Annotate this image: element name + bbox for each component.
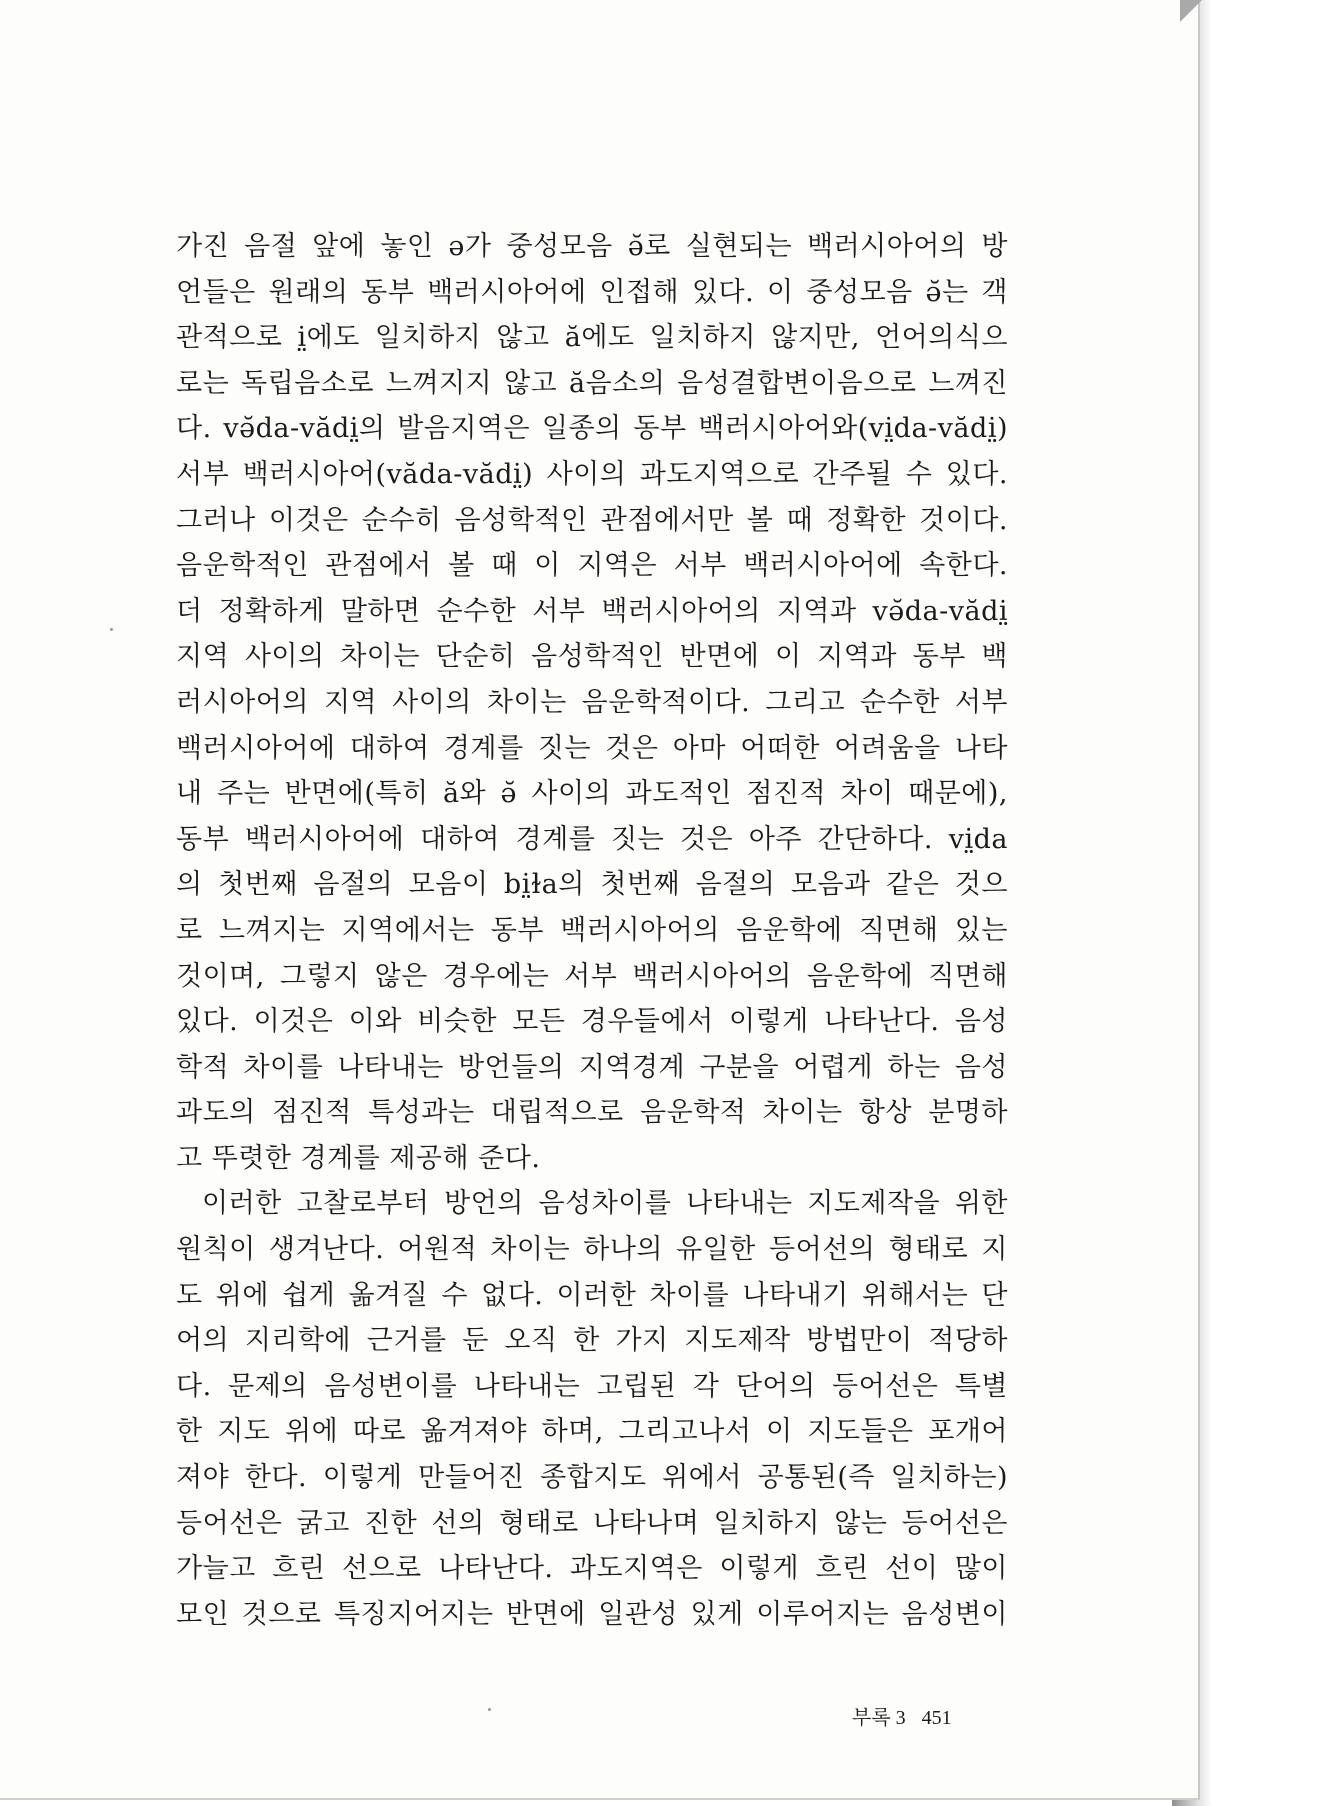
text-line: 다. vǝ̆da-vădi̤의 발음지역은 일종의 동부 백러시아어와(vi̤da-vădi̤) bbox=[176, 413, 1008, 445]
text-line: 학적 차이를 나타내는 방언들의 지역경계 구분을 어렵게 하는 음성 bbox=[176, 1051, 1008, 1083]
text-line: 더 정확하게 말하면 순수한 서부 백러시아어의 지역과 vǝ̆da-vădi̤ bbox=[176, 595, 1008, 627]
scan-speck bbox=[488, 1708, 491, 1711]
text-line: 어의 지리학에 근거를 둔 오직 한 가지 지도제작 방법만이 적당하 bbox=[176, 1325, 1008, 1357]
text-line: 있다. 이것은 이와 비슷한 모든 경우들에서 이렇게 나타난다. 음성 bbox=[176, 1006, 1008, 1038]
text-line: 지역 사이의 차이는 단순히 음성학적인 반면에 이 지역과 동부 백 bbox=[176, 641, 1008, 673]
text-line: 과도의 점진적 특성과는 대립적으로 음운학적 차이는 항상 분명하 bbox=[176, 1097, 1008, 1129]
text-line: 러시아어의 지역 사이의 차이는 음운학적이다. 그리고 순수한 서부 bbox=[176, 686, 1008, 718]
text-line: 가늘고 흐린 선으로 나타난다. 과도지역은 이렇게 흐린 선이 많이 bbox=[176, 1553, 1008, 1585]
text-line: 음운학적인 관점에서 볼 때 이 지역은 서부 백러시아어에 속한다. bbox=[176, 550, 1008, 582]
text-line: 다. 문제의 음성변이를 나타내는 고립된 각 단어의 등어선은 특별 bbox=[176, 1370, 1008, 1402]
text-line: 것이며, 그렇지 않은 경우에는 서부 백러시아어의 음운학에 직면해 bbox=[176, 960, 1008, 992]
text-line: 져야 한다. 이렇게 만들어진 종합지도 위에서 공통된(즉 일치하는) bbox=[176, 1462, 1008, 1494]
text-line: 내 주는 반면에(특히 ă와 ǝ̆ 사이의 과도적인 점진적 차이 때문에), bbox=[176, 778, 1008, 810]
text-line: 관적으로 i̤에도 일치하지 않고 ă에도 일치하지 않지만, 언어의식으 bbox=[176, 322, 1008, 354]
footer-section-label: 부록 3 bbox=[852, 1707, 906, 1729]
text-line: 언들은 원래의 동부 백러시아어에 인접해 있다. 이 중성모음 ǝ̆는 객 bbox=[176, 276, 1008, 308]
text-line: 서부 백러시아어(văda-vădi̤) 사이의 과도지역으로 간주될 수 있다. bbox=[176, 458, 1008, 490]
text-line: 원칙이 생겨난다. 어원적 차이는 하나의 유일한 등어선의 형태로 지 bbox=[176, 1234, 1008, 1266]
text-line: 백러시아어에 대하여 경계를 짓는 것은 아마 어떠한 어려움을 나타 bbox=[176, 732, 1008, 764]
text-line: 도 위에 쉽게 옮겨질 수 없다. 이러한 차이를 나타내기 위해서는 단 bbox=[176, 1279, 1008, 1311]
text-line: 등어선은 굵고 진한 선의 형태로 나타나며 일치하지 않는 등어선은 bbox=[176, 1507, 1008, 1539]
paragraph-end-line: 고 뚜렷한 경계를 제공해 준다. bbox=[176, 1142, 541, 1174]
paragraph-start-line: 이러한 고찰로부터 방언의 음성차이를 나타내는 지도제작을 위한 bbox=[202, 1188, 1008, 1220]
text-line: 동부 백러시아어에 대하여 경계를 짓는 것은 아주 간단하다. vi̤da bbox=[176, 823, 1008, 855]
text-line: 한 지도 위에 따로 옮겨져야 하며, 그리고나서 이 지도들은 포개어 bbox=[176, 1416, 1008, 1448]
scan-speck bbox=[110, 628, 113, 631]
page-corner-fold bbox=[1180, 0, 1202, 22]
body-text bbox=[176, 224, 1008, 1637]
text-line: 로는 독립음소로 느껴지지 않고 ă음소의 음성결합변이음으로 느껴진 bbox=[176, 367, 1008, 399]
page-footer bbox=[852, 1701, 952, 1730]
page-number: 451 bbox=[921, 1707, 952, 1729]
text-line: 그러나 이것은 순수히 음성학적인 관점에서만 볼 때 정확한 것이다. bbox=[176, 504, 1008, 536]
text-line: 모인 것으로 특징지어지는 반면에 일관성 있게 이루어지는 음성변이 bbox=[176, 1598, 1008, 1630]
text-line: 가진 음절 앞에 놓인 ə가 중성모음 ǝ̆로 실현되는 백러시아어의 방 bbox=[176, 231, 1008, 262]
text-line: 의 첫번째 음절의 모음이 bi̤ɫa의 첫번째 음절의 모음과 같은 것으 bbox=[176, 869, 1008, 901]
text-line: 로 느껴지는 지역에서는 동부 백러시아어의 음운학에 직면해 있는 bbox=[176, 914, 1008, 946]
